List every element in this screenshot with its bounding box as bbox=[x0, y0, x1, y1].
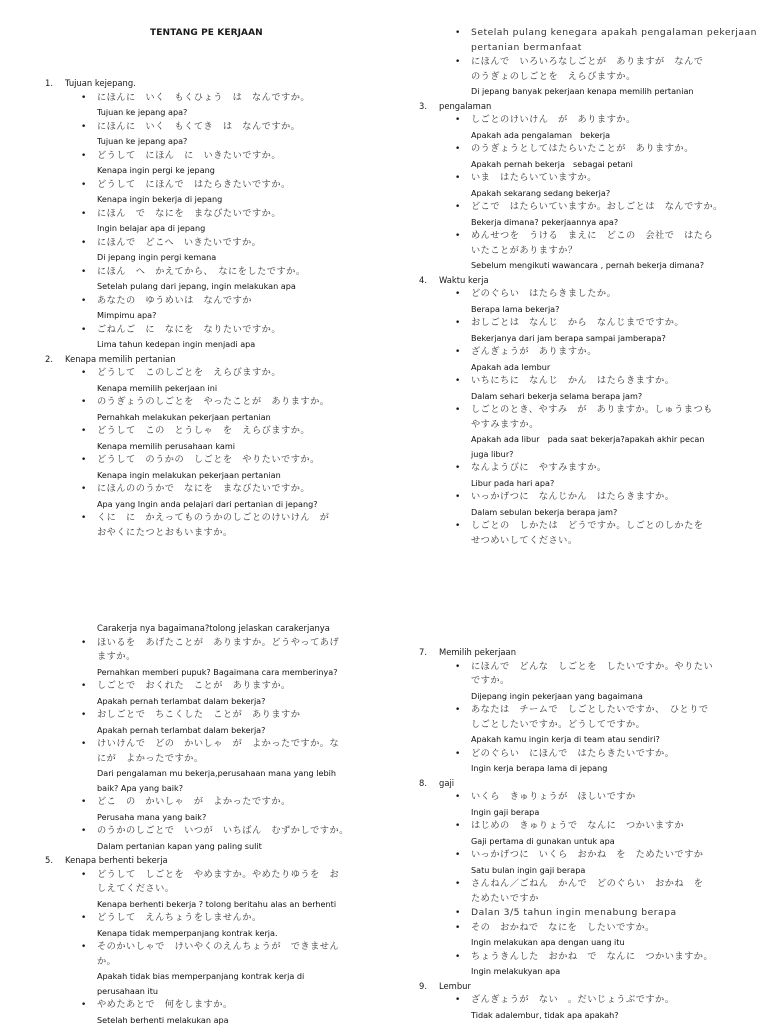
translation-text: Apakah tidak bias memperpanjang kontrak kerja di perusahaan itu bbox=[97, 969, 375, 998]
question-list bbox=[45, 636, 375, 854]
translation-text: Di jepang ingin pergi kemana bbox=[97, 250, 375, 265]
translation-text: Ingin melakukan apa dengan uang itu bbox=[471, 935, 759, 950]
list-item bbox=[419, 660, 759, 704]
list-item bbox=[419, 229, 759, 273]
section-heading bbox=[419, 776, 759, 791]
question-japanese: どうして のうかの しごとを やりたいですか。 bbox=[97, 453, 375, 468]
translation-text: Bekerjanya dari jam berapa sampai jamberapa? bbox=[471, 331, 759, 346]
bullet-icon: • bbox=[81, 636, 86, 651]
section-heading bbox=[45, 76, 375, 91]
bullet-icon: • bbox=[81, 236, 86, 251]
section-number: 5. bbox=[45, 853, 53, 868]
list-item bbox=[419, 113, 759, 142]
translation-text: Apakah sekarang sedang bekerja? bbox=[471, 186, 759, 201]
question-list bbox=[419, 993, 759, 1022]
question-japanese: どのぐらい はたらきましたか。 bbox=[471, 287, 759, 302]
list-item bbox=[419, 819, 759, 848]
question-japanese: Setelah pulang kenegara apakah pengalaman pekerjaan pertanian bermanfaat bbox=[471, 26, 759, 55]
translation-text: Kenapa berhenti bekerja ? tolong beritahu alas an berhenti bbox=[97, 897, 375, 912]
list-item bbox=[45, 323, 375, 352]
list-item bbox=[419, 55, 759, 99]
question-japanese: しごとの しかたは どうですか。しごとのしかたを せつめいしてください。 bbox=[471, 519, 759, 548]
question-list bbox=[419, 26, 759, 99]
section-number: 1. bbox=[45, 76, 53, 91]
list-item bbox=[419, 703, 759, 747]
question-japanese: どうして にほんで はたらきたいですか。 bbox=[97, 178, 375, 193]
bullet-icon: • bbox=[81, 265, 86, 280]
question-list bbox=[419, 113, 759, 273]
left-column-top bbox=[45, 76, 375, 540]
question-japanese: なんようびに やすみますか。 bbox=[471, 461, 759, 476]
bullet-icon: • bbox=[455, 993, 460, 1008]
bullet-icon: • bbox=[455, 316, 460, 331]
question-japanese: いま はたらいていますか。 bbox=[471, 171, 759, 186]
question-japanese: あなたの ゆうめいは なんですか bbox=[97, 294, 375, 309]
translation-text: Berapa lama bekerja? bbox=[471, 302, 759, 317]
translation-text: Dalam sehari bekerja selama berapa jam? bbox=[471, 389, 759, 404]
question-japanese: しごとのけいけん が ありますか。 bbox=[471, 113, 759, 128]
bullet-icon: • bbox=[81, 149, 86, 164]
section-title: Kenapa memilih pertanian bbox=[65, 354, 176, 364]
translation-text: Kenapa ingin pergi ke jepang bbox=[97, 163, 375, 178]
list-item bbox=[419, 200, 759, 229]
section-heading bbox=[419, 273, 759, 288]
translation-text: Bekerja dimana? pekerjaannya apa? bbox=[471, 215, 759, 230]
question-japanese: あなたは チームで しごとしたいですか、 ひとりで しごとしたいですか。どうしてですか。 bbox=[471, 703, 759, 732]
list-item bbox=[45, 998, 375, 1027]
question-list bbox=[419, 660, 759, 776]
bullet-icon: • bbox=[455, 906, 460, 921]
bullet-icon: • bbox=[81, 482, 86, 497]
translation-text: Gaji pertama di gunakan untuk apa bbox=[471, 834, 759, 849]
bullet-icon: • bbox=[81, 453, 86, 468]
translation-text: Dari pengalaman mu bekerja,perusahaan mana yang lebih baik? Apa yang baik? bbox=[97, 766, 375, 795]
bullet-icon: • bbox=[455, 921, 460, 936]
question-japanese: にほんで いろいろなしごとが ありますが なんで のうぎょのしごとを えらびますか。 bbox=[471, 55, 759, 84]
question-japanese: どうして この とうしゃ を えらびますか。 bbox=[97, 424, 375, 439]
question-japanese: どのぐらい にほんで はたらきたいですか。 bbox=[471, 747, 759, 762]
list-item bbox=[45, 868, 375, 912]
list-item bbox=[419, 906, 759, 921]
right-column-bottom bbox=[419, 645, 759, 1022]
list-item bbox=[45, 911, 375, 940]
question-list bbox=[419, 790, 759, 979]
bullet-icon: • bbox=[81, 323, 86, 338]
translation-text: Apakah kamu ingin kerja di team atau sendiri? bbox=[471, 732, 759, 747]
question-japanese: ざんぎょうが ない 。だいじょうぶですか。 bbox=[471, 993, 759, 1008]
translation-text: Ingin gaji berapa bbox=[471, 805, 759, 820]
section-number: 9. bbox=[419, 979, 427, 994]
translation-text: Satu bulan ingin gaji berapa bbox=[471, 863, 759, 878]
section-number: 7. bbox=[419, 645, 427, 660]
translation-text: Ingin kerja berapa lama di jepang bbox=[471, 761, 759, 776]
list-item bbox=[419, 142, 759, 171]
bullet-icon: • bbox=[455, 490, 460, 505]
translation-text: Apakah pernah terlambat dalam bekerja? bbox=[97, 694, 375, 709]
bullet-icon: • bbox=[81, 795, 86, 810]
question-japanese: どこで はたらいていますか。おしごとは なんですか。 bbox=[471, 200, 759, 215]
bullet-icon: • bbox=[81, 294, 86, 309]
intro-line: Carakerja nya bagaimana?tolong jelaskan carakerjanya bbox=[45, 621, 375, 636]
section-title: gaji bbox=[439, 778, 454, 788]
question-japanese: にほんで どんな しごとを したいですか。やりたい ですか。 bbox=[471, 660, 759, 689]
question-japanese: どうして えんちょうをしませんか。 bbox=[97, 911, 375, 926]
list-item bbox=[45, 236, 375, 265]
question-japanese: のうぎょうとしてはたらいたことが ありますか。 bbox=[471, 142, 759, 157]
section-heading bbox=[419, 99, 759, 114]
question-japanese: そのかいしゃで けいやくのえんちょうが できません か。 bbox=[97, 940, 375, 969]
list-item bbox=[45, 207, 375, 236]
list-item bbox=[419, 374, 759, 403]
section-number: 2. bbox=[45, 352, 53, 367]
question-japanese: にほん で なにを まなびたいですか。 bbox=[97, 207, 375, 222]
translation-text: Setelah pulang dari jepang, ingin melakukan apa bbox=[97, 279, 375, 294]
translation-text: Kenapa memilih perusahaan kami bbox=[97, 439, 375, 454]
translation-text: Kenapa memilih pekerjaan ini bbox=[97, 381, 375, 396]
document-title: TENTANG PE KERJAAN bbox=[150, 28, 263, 38]
translation-text: Dalam sebulan bekerja berapa jam? bbox=[471, 505, 759, 520]
bullet-icon: • bbox=[81, 998, 86, 1013]
bullet-icon: • bbox=[455, 519, 460, 534]
bullet-icon: • bbox=[455, 877, 460, 892]
translation-text: Kenapa tidak memperpanjang kontrak kerja. bbox=[97, 926, 375, 941]
translation-text: Dalam pertanian kapan yang paling sulit bbox=[97, 839, 375, 854]
list-item bbox=[419, 950, 759, 979]
question-japanese: にほんののうかで なにを まなびたいですか。 bbox=[97, 482, 375, 497]
translation-text: Di jepang banyak pekerjaan kenapa memilih pertanian bbox=[471, 84, 759, 99]
bullet-icon: • bbox=[455, 171, 460, 186]
section-title: Waktu kerja bbox=[439, 275, 489, 285]
bullet-icon: • bbox=[81, 511, 86, 526]
question-japanese: Dalan 3/5 tahun ingin menabung berapa bbox=[471, 906, 759, 921]
section-title: Kenapa berhenti bekerja bbox=[65, 855, 168, 865]
bullet-icon: • bbox=[455, 703, 460, 718]
question-japanese: にほんで どこへ いきたいですか。 bbox=[97, 236, 375, 251]
section-title: Tujuan kejepang. bbox=[65, 78, 136, 88]
list-item bbox=[419, 287, 759, 316]
left-column-bottom bbox=[45, 621, 375, 1027]
list-item bbox=[45, 424, 375, 453]
question-japanese: ごねんご に なにを なりたいですか。 bbox=[97, 323, 375, 338]
section-title: pengalaman bbox=[439, 101, 491, 111]
question-japanese: ほいるを あげたことが ありますか。どうやってあげ ますか。 bbox=[97, 636, 375, 665]
translation-text: Apakah ada lembur bbox=[471, 360, 759, 375]
list-item bbox=[45, 366, 375, 395]
question-japanese: のうかのしごとで いつが いちばん むずかしですか。 bbox=[97, 824, 375, 839]
list-item bbox=[419, 993, 759, 1022]
bullet-icon: • bbox=[455, 747, 460, 762]
list-item bbox=[45, 636, 375, 680]
section-number: 8. bbox=[419, 776, 427, 791]
section-number: 4. bbox=[419, 273, 427, 288]
bullet-icon: • bbox=[455, 26, 460, 41]
translation-text: Libur pada hari apa? bbox=[471, 476, 759, 491]
translation-text: Apakah ada pengalaman bekerja bbox=[471, 128, 759, 143]
list-item bbox=[45, 511, 375, 540]
question-japanese: その おかねで なにを したいですか。 bbox=[471, 921, 759, 936]
list-item bbox=[45, 795, 375, 824]
list-item bbox=[419, 490, 759, 519]
list-item bbox=[419, 877, 759, 906]
list-item bbox=[45, 178, 375, 207]
question-japanese: ちょうきんした おかね で なんに つかいますか。 bbox=[471, 950, 759, 965]
bullet-icon: • bbox=[81, 366, 86, 381]
translation-text: Setelah berhenti melakukan apa bbox=[97, 1013, 375, 1027]
question-japanese: いっかげつに いくら おかね を ためたいですか bbox=[471, 848, 759, 863]
bullet-icon: • bbox=[455, 660, 460, 675]
question-japanese: やめたあとで 何をしますか。 bbox=[97, 998, 375, 1013]
question-japanese: けいけんで どの かいしゃ が よかったですか。な にが よかったですか。 bbox=[97, 737, 375, 766]
translation-text: Ingin melakukyan apa bbox=[471, 964, 759, 979]
translation-text: Pernahkan memberi pupuk? Bagaimana cara memberinya? bbox=[97, 665, 375, 680]
bullet-icon: • bbox=[81, 737, 86, 752]
translation-text: Dijepang ingin pekerjaan yang bagaimana bbox=[471, 689, 759, 704]
list-item bbox=[45, 265, 375, 294]
question-japanese: いくら きゅりょうが ほしいですか bbox=[471, 790, 759, 805]
bullet-icon: • bbox=[455, 819, 460, 834]
question-japanese: おしごとで ちこくした ことが ありますか bbox=[97, 708, 375, 723]
bullet-icon: • bbox=[455, 403, 460, 418]
translation-text: Tujuan ke jepang apa? bbox=[97, 105, 375, 120]
list-item bbox=[45, 482, 375, 511]
list-item bbox=[419, 790, 759, 819]
list-item bbox=[419, 519, 759, 548]
section-heading bbox=[45, 853, 375, 868]
question-japanese: くに に かえってものうかのしごとのけいけん が おやくにたつとおもいますか。 bbox=[97, 511, 375, 540]
bullet-icon: • bbox=[455, 113, 460, 128]
question-japanese: しごとのとき、やすみ が ありますか。しゅうまつも やすみますか。 bbox=[471, 403, 759, 432]
question-list bbox=[45, 91, 375, 352]
bullet-icon: • bbox=[81, 824, 86, 839]
list-item bbox=[419, 921, 759, 950]
list-item bbox=[419, 461, 759, 490]
bullet-icon: • bbox=[81, 911, 86, 926]
bullet-icon: • bbox=[455, 142, 460, 157]
list-item bbox=[45, 453, 375, 482]
question-japanese: はじめの きゅりょうで なんに つかいますか bbox=[471, 819, 759, 834]
bullet-icon: • bbox=[81, 91, 86, 106]
bullet-icon: • bbox=[455, 345, 460, 360]
question-japanese: さんねん／ごねん かんで どのぐらい おかね を ためたいですか bbox=[471, 877, 759, 906]
bullet-icon: • bbox=[455, 950, 460, 965]
section-title: Lembur bbox=[439, 981, 471, 991]
section-heading bbox=[45, 352, 375, 367]
question-list bbox=[45, 868, 375, 1027]
bullet-icon: • bbox=[455, 848, 460, 863]
section-heading bbox=[419, 979, 759, 994]
bullet-icon: • bbox=[81, 178, 86, 193]
list-item bbox=[45, 149, 375, 178]
question-japanese: どうして にほん に いきたいですか。 bbox=[97, 149, 375, 164]
list-item bbox=[45, 708, 375, 737]
question-japanese: どこ の かいしゃ が よかったですか。 bbox=[97, 795, 375, 810]
bullet-icon: • bbox=[81, 120, 86, 135]
list-item bbox=[419, 403, 759, 461]
question-list bbox=[419, 287, 759, 548]
bullet-icon: • bbox=[81, 679, 86, 694]
translation-text: Apakah pernah terlambat dalam bekerja? bbox=[97, 723, 375, 738]
question-japanese: どうして このしごとを えらびますか。 bbox=[97, 366, 375, 381]
translation-text: Mimpimu apa? bbox=[97, 308, 375, 323]
list-item bbox=[419, 345, 759, 374]
list-item bbox=[419, 848, 759, 877]
bullet-icon: • bbox=[455, 374, 460, 389]
list-item bbox=[45, 737, 375, 795]
translation-text: Lima tahun kedepan ingin menjadi apa bbox=[97, 337, 375, 352]
bullet-icon: • bbox=[455, 55, 460, 70]
translation-text: Ingin belajar apa di jepang bbox=[97, 221, 375, 236]
question-japanese: いっかげつに なんじかん はたらきますか。 bbox=[471, 490, 759, 505]
bullet-icon: • bbox=[455, 461, 460, 476]
bullet-icon: • bbox=[81, 708, 86, 723]
question-japanese: にほんに いく もくてき は なんですか。 bbox=[97, 120, 375, 135]
question-japanese: のうぎょうのしごとを やったことが ありますか。 bbox=[97, 395, 375, 410]
question-japanese: ざんぎょうが ありますか。 bbox=[471, 345, 759, 360]
list-item bbox=[45, 679, 375, 708]
question-japanese: いちにちに なんじ かん はたらきますか。 bbox=[471, 374, 759, 389]
list-item bbox=[45, 91, 375, 120]
translation-text: Tidak adalembur, tidak apa apakah? bbox=[471, 1008, 759, 1023]
bullet-icon: • bbox=[455, 790, 460, 805]
question-japanese: しごとで おくれた ことが ありますか。 bbox=[97, 679, 375, 694]
list-item bbox=[45, 294, 375, 323]
section-title: Memilih pekerjaan bbox=[439, 647, 516, 657]
section-number: 3. bbox=[419, 99, 427, 114]
list-item bbox=[45, 120, 375, 149]
bullet-icon: • bbox=[81, 207, 86, 222]
translation-text: Apakah ada libur pada saat bekerja?apakah akhir pecan juga libur? bbox=[471, 432, 759, 461]
translation-text: Apa yang Ingin anda pelajari dari pertanian di jepang? bbox=[97, 497, 375, 512]
right-column-top bbox=[419, 26, 759, 548]
question-list bbox=[45, 366, 375, 540]
translation-text: Apakah pernah bekerja sebagai petani bbox=[471, 157, 759, 172]
translation-text: Kenapa ingin melakukan pekerjaan pertanian bbox=[97, 468, 375, 483]
question-japanese: おしごとは なんじ から なんじまでですか。 bbox=[471, 316, 759, 331]
list-item bbox=[419, 26, 759, 55]
list-item bbox=[45, 824, 375, 853]
translation-text: Kenapa ingin bekerja di jepang bbox=[97, 192, 375, 207]
list-item bbox=[45, 395, 375, 424]
bullet-icon: • bbox=[81, 424, 86, 439]
bullet-icon: • bbox=[81, 940, 86, 955]
bullet-icon: • bbox=[455, 287, 460, 302]
bullet-icon: • bbox=[455, 229, 460, 244]
list-item bbox=[45, 940, 375, 998]
question-japanese: どうして しごとを やめますか。やめたりゆうを お しえてください。 bbox=[97, 868, 375, 897]
list-item bbox=[419, 747, 759, 776]
question-japanese: めんせつを うける まえに どこの 会社で はたら いたことがありますか？ bbox=[471, 229, 759, 258]
translation-text: Tujuan ke jepang apa? bbox=[97, 134, 375, 149]
list-item bbox=[419, 171, 759, 200]
translation-text: Sebelum mengikuti wawancara , pernah bekerja dimana? bbox=[471, 258, 759, 273]
question-japanese: にほん へ かえてから、 なにをしたですか。 bbox=[97, 265, 375, 280]
question-japanese: にほんに いく もくひょう は なんですか。 bbox=[97, 91, 375, 106]
translation-text: Pernahkah melakukan pekerjaan pertanian bbox=[97, 410, 375, 425]
bullet-icon: • bbox=[81, 868, 86, 883]
bullet-icon: • bbox=[81, 395, 86, 410]
section-heading bbox=[419, 645, 759, 660]
bullet-icon: • bbox=[455, 200, 460, 215]
translation-text: Perusaha mana yang baik? bbox=[97, 810, 375, 825]
list-item bbox=[419, 316, 759, 345]
